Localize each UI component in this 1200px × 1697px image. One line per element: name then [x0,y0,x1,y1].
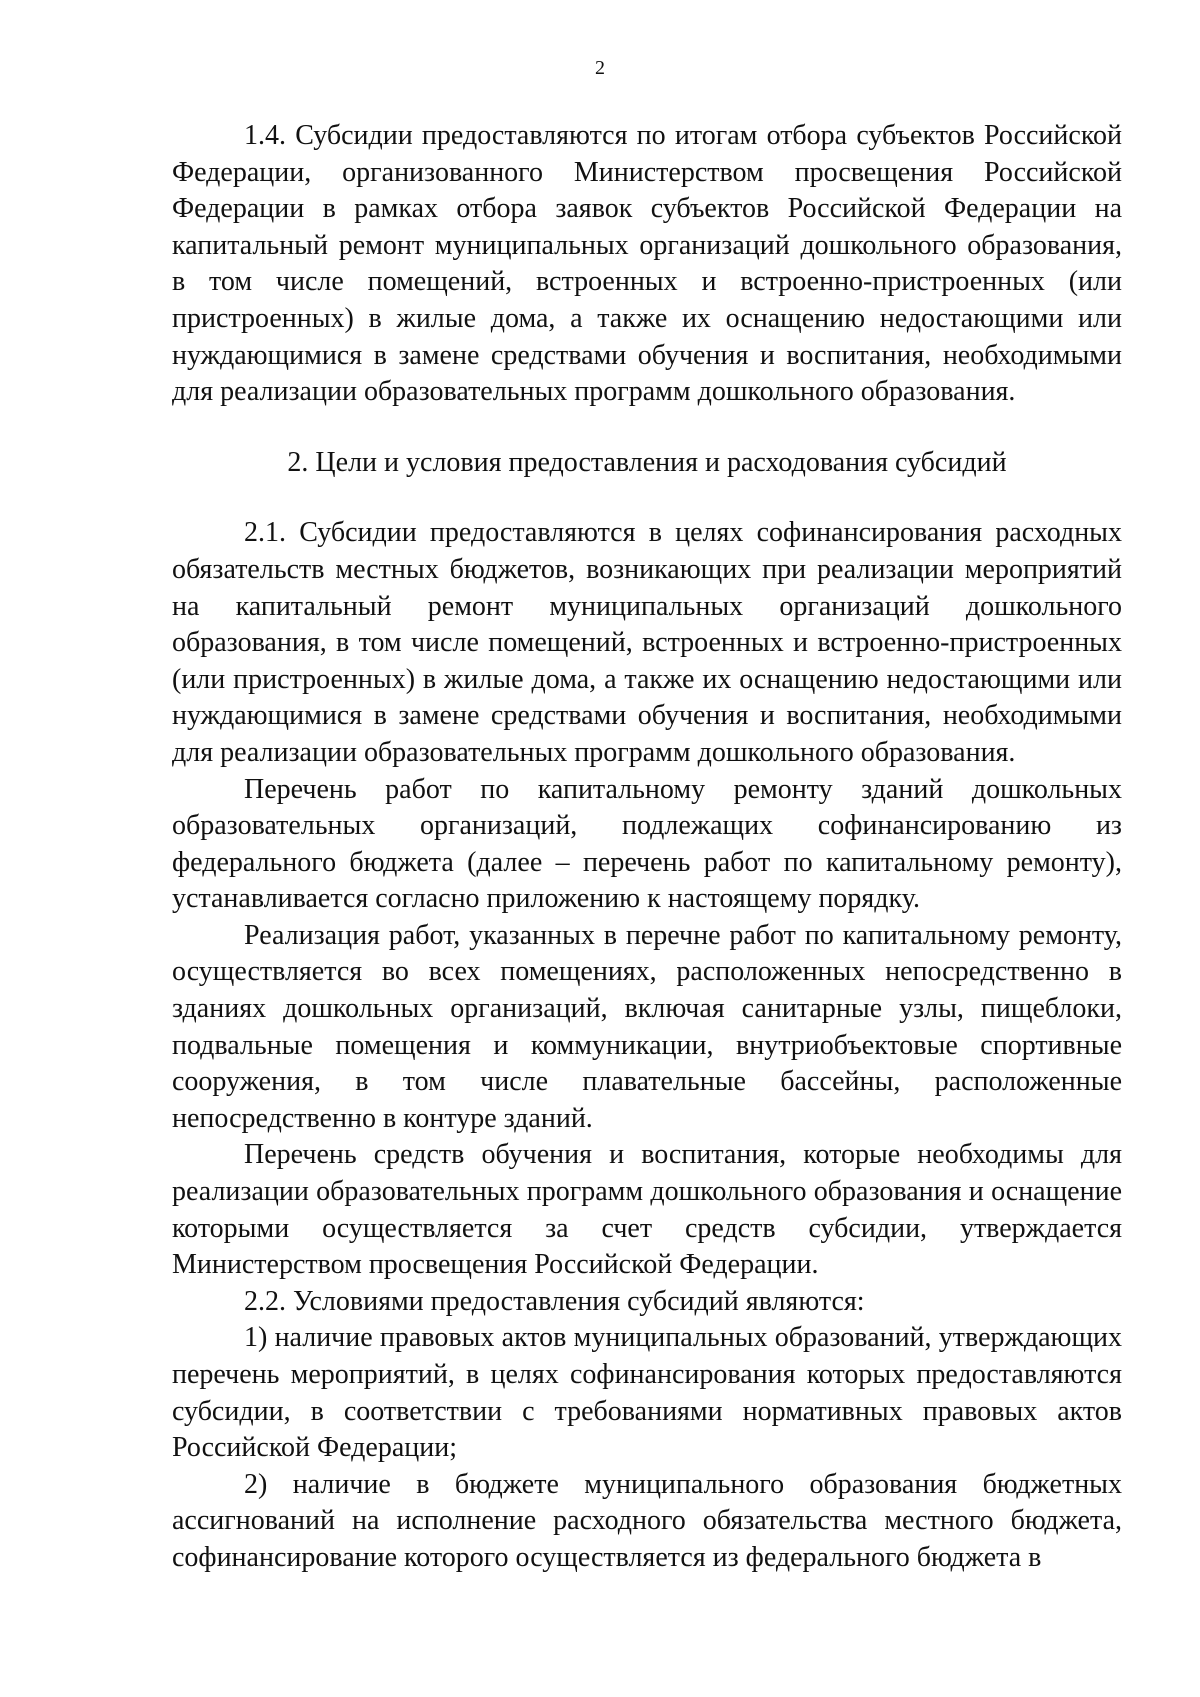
paragraph-2-1: 2.1. Субсидии предоставляются в целях софинансирования расходных обязательств местных бюджетов, возникающих при реализации мероприятий на капитальный ремонт муниципальных организаций дошкольного образования, в том числе помещений, встроенных и встроенно-пристроенных (или пристроенных) в жилые дома, а также их оснащению недостающими или нуждающимися в замене средствами обучения и воспитания, необходимыми для реализации образовательных программ дошкольного образования. [172,517,1122,768]
paragraph-2-2-item-2: 2) наличие в бюджете муниципального образования бюджетных ассигнований на исполнение расходного обязательства местного бюджета, софинансирование которого осуществляется из федерального бюджета в [172,1468,1122,1573]
paragraph-1-4: 1.4. Субсидии предоставляются по итогам отбора субъектов Российской Федерации, организованного Министерством просвещения Российской Федерации в рамках отбора заявок субъектов Российской Федерации на капитальный ремонт муниципальных организаций дошкольного образования, в том числе помещений, встроенных и встроенно-пристроенных (или пристроенных) в жилые дома, а также их оснащению недостающими или нуждающимися в замене средствами обучения и воспитания, необходимыми для реализации образовательных программ дошкольного образования. [172,120,1122,408]
paragraph-2-2-item-1: 1) наличие правовых актов муниципальных образований, утверждающих перечень мероприятий, в целях софинансирования которых предоставляются субсидии, в соответствии с требованиями нормативных правовых актов Российской Федерации; [172,1322,1122,1464]
paragraph-works-list: Перечень работ по капитальному ремонту зданий дошкольных образовательных организаций, подлежащих софинансированию из федерального бюджета (далее – перечень работ по капитальному ремонту), устанавливается согласно приложению к настоящему порядку. [172,773,1122,915]
section-heading-2: 2. Цели и условия предоставления и расходования субсидий [287,446,1007,478]
paragraph-works-realization: Реализация работ, указанных в перечне работ по капитальному ремонту, осуществляется во всех помещениях, расположенных непосредственно в зданиях дошкольных организаций, включая санитарные узлы, пищеблоки, подвальные помещения и коммуникации, внутриобъектовые спортивные сооружения, в том числе плавательные бассейны, расположенные непосредственно в контуре зданий. [172,919,1122,1134]
paragraph-means-list: Перечень средств обучения и воспитания, которые необходимы для реализации образовательных программ дошкольного образования и оснащение которыми осуществляется за счет средств субсидии, утверждается Министерством просвещения Российской Федерации. [172,1139,1122,1281]
paragraph-2-2: 2.2. Условиями предоставления субсидий являются: [244,1285,865,1317]
document-body [172,118,1122,1577]
page-number: 2 [595,57,605,79]
